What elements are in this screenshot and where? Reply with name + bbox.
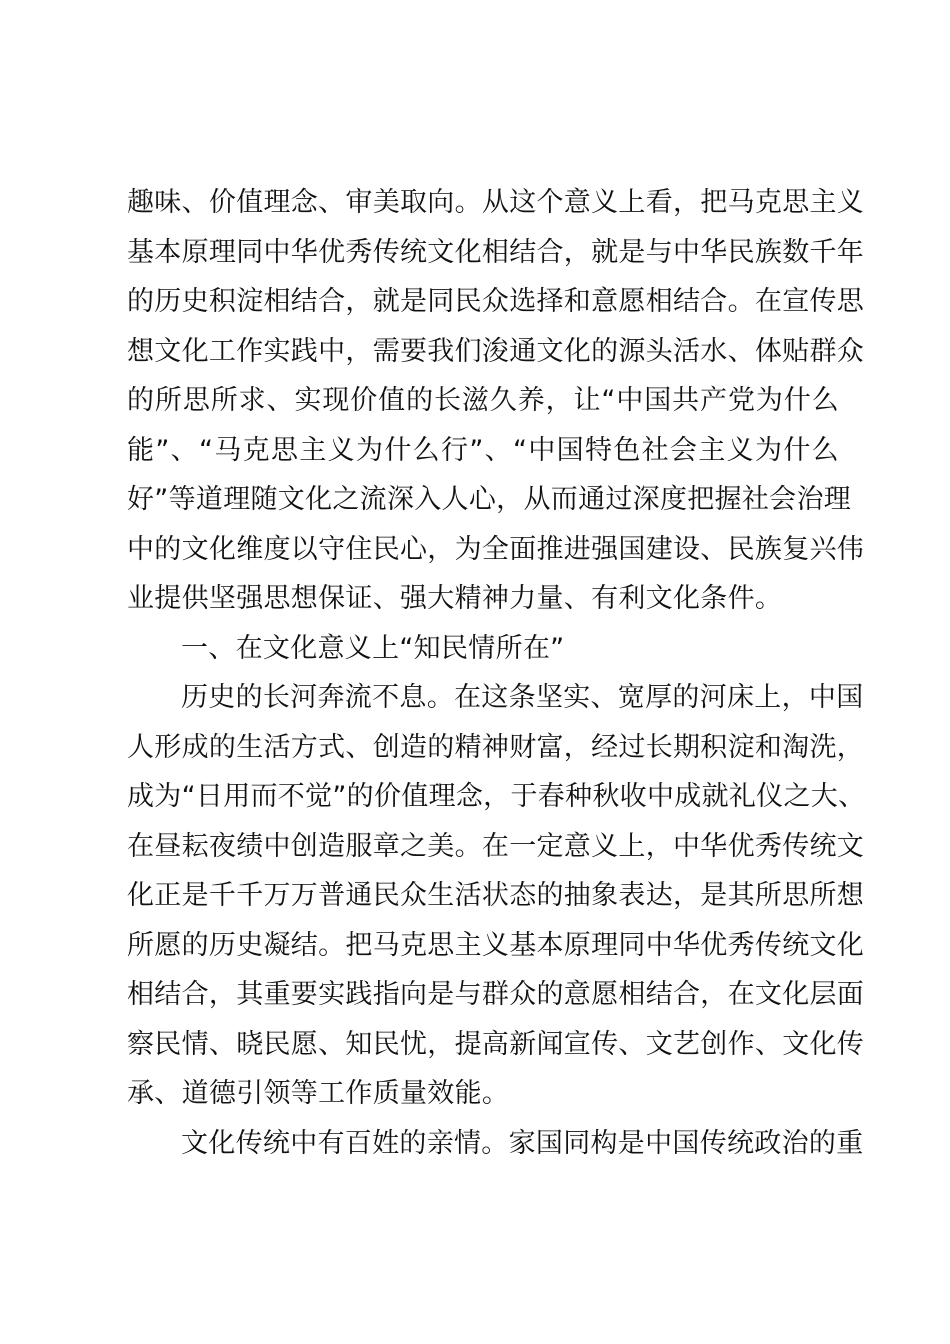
text-line: 人形成的生活方式、创造的精神财富，经过长期积淀和淘洗， — [127, 731, 865, 763]
text-line: 相结合，其重要实践指向是与群众的意愿相结合，在文化层面 — [127, 979, 865, 1010]
text-line: 化正是千千万万普通民众生活状态的抽象表达，是其所思所想 — [127, 880, 865, 911]
text-line: 中的文化维度以守住民心，为全面推进强国建设、民族复兴伟 — [127, 533, 865, 565]
body-text — [127, 178, 866, 1168]
text-line: 在昼耘夜绩中创造服章之美。在一定意义上，中华优秀传统文 — [127, 830, 865, 862]
text-line: 文化传统中有百姓的亲情。家国同构是中国传统政治的重 — [181, 1127, 864, 1159]
text-line: 能”、“马克思主义为什么行”、“中国特色社会主义为什么 — [127, 434, 839, 466]
text-line: 所愿的历史凝结。把马克思主义基本原理同中华优秀传统文化 — [127, 929, 865, 961]
text-line: 业提供坚强思想保证、强大精神力量、有利文化条件。 — [127, 583, 783, 614]
text-line: 成为“日用而不觉”的价值理念，于春种秋收中成就礼仪之大、 — [127, 781, 866, 812]
text-line: 想文化工作实践中，需要我们浚通文化的源头活水、体贴群众 — [127, 335, 865, 367]
section-heading: 一、在文化意义上“知民情所在” — [181, 632, 565, 664]
text-line: 基本原理同中华优秀传统文化相结合，就是与中华民族数千年 — [127, 236, 865, 268]
text-line: 趣味、价值理念、审美取向。从这个意义上看，把马克思主义 — [127, 187, 865, 218]
text-line: 好”等道理随文化之流深入人心，从而通过深度把握社会治理 — [127, 484, 852, 515]
text-line: 的历史积淀相结合，就是同民众选择和意愿相结合。在宣传思 — [127, 286, 865, 317]
text-line: 的所思所求、实现价值的长滋久养，让“中国共产党为什么 — [127, 385, 839, 416]
text-line: 承、道德引领等工作质量效能。 — [127, 1078, 510, 1109]
text-line: 察民情、晓民愿、知民忧，提高新闻宣传、文艺创作、文化传 — [127, 1028, 865, 1060]
text-line: 历史的长河奔流不息。在这条坚实、宽厚的河床上，中国 — [181, 682, 864, 713]
